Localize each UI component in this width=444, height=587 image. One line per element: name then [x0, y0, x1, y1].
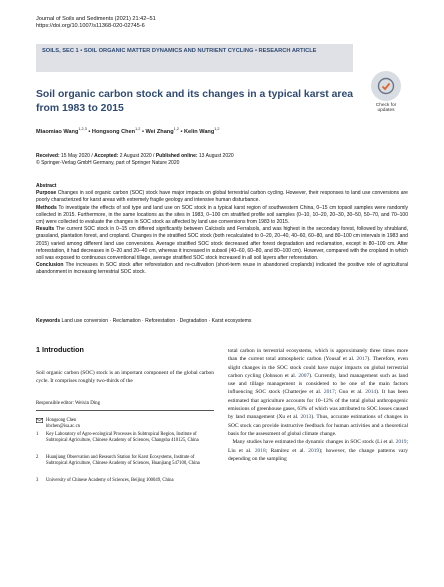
abstract-heading: Abstract: [36, 183, 57, 189]
affiliation-number: 2: [36, 455, 39, 460]
methods-text: To investigate the effects of soil type and land use on SOC stock in a typical karst region of southwestern China, 0–15 cm topsoil samples were randomly collected in 2015. Furthermore, in the same locations as the sites in 1983, 0–100 cm stratified profile soil samples (0–10, 10–20, 20–30, 30–50, 50–70, and 70–100 cm) were collected to evaluate the changes in SOC stock as affected by land use conversions from 1983 to 2015.: [36, 204, 409, 226]
methods-label: Methods: [36, 204, 57, 211]
published-date: 13 August 2020: [198, 153, 234, 159]
section-label: SOILS, SEC 1 • SOIL ORGANIC MATTER DYNAMICS AND NUTRIENT CYCLING • RESEARCH ARTICLE: [42, 48, 317, 54]
check-updates-label: Check for: [375, 103, 397, 108]
check-updates-label-2: updates: [377, 108, 395, 114]
citation-link[interactable]: 2019: [308, 447, 320, 454]
text: ; Liu et al.: [228, 439, 409, 454]
text: total carbon in terrestrial ecosystems, which is approximately three times more than the current total atmospheric carbon (Yousaf et al.: [228, 348, 408, 363]
author-affiliation: 1,2: [173, 127, 179, 131]
text: ). Currently, land management such as land use and tillage management is considered to be one of the main factors influencing SOC stock (Chatterjee et al.: [228, 372, 408, 396]
responsible-editor: Responsible editor: Weixin Ding: [36, 401, 101, 406]
received-date: 15 May 2020: [61, 153, 90, 159]
affiliation-text: Huanjiang Observation and Research Station for Karst Ecosystems, Institute of Subtropical Agriculture, Chinese Academy of Sciences, Huanjiang 547100, China: [46, 455, 200, 467]
affiliation: [36, 455, 214, 467]
copyright: © Springer-Verlag GmbH Germany, part of Springer Nature 2020: [36, 159, 180, 166]
section-heading: 1 Introduction: [36, 345, 84, 354]
intro-paragraph: Soil organic carbon (SOC) stock is an important component of the global carbon cycle. It comprises roughly two-thirds of the: [36, 370, 214, 385]
citation-link[interactable]: 2013: [300, 414, 312, 421]
article-title: Soil organic carbon stock and its changes in a typical karst area from 1983 to 2015: [36, 89, 354, 114]
purpose-label: Purpose: [36, 190, 57, 197]
author-affiliation: 1,2: [214, 127, 220, 131]
citation-link[interactable]: 2007: [298, 372, 310, 379]
keywords-label: Keywords: [36, 318, 61, 324]
affiliation-text: University of Chinese Academy of Sciences, Beijing 100049, China: [46, 478, 174, 483]
conclusion-text: The increases in SOC stock after reforestation and re-cultivation (short-term reuse in abandoned croplands) indicated the positive role of agricultural abandonment in increasing terrestrial SOC stock.: [36, 262, 408, 276]
citation-link[interactable]: 2019: [395, 439, 407, 446]
text: ); however, the change patterns vary depending on the sampling: [228, 447, 409, 462]
citation-link[interactable]: 2017: [356, 356, 368, 363]
affiliation-text: Key Laboratory of Agro-ecological Processes in Subtropical Region, Institute of Subtropical Agriculture, Chinese Academy of Sciences, Changsha 410125, China: [46, 432, 199, 444]
purpose-text: Changes in soil organic carbon (SOC) stock have major impacts on global terrestrial carbon cycling. However, their responses to land use conversions are poorly characterized for karst areas with extremely fragile geology and intensive human disturbance.: [36, 190, 408, 204]
accepted-date: 2 August 2020: [119, 153, 152, 159]
keywords: [36, 318, 408, 324]
author-name[interactable]: Miaomiao Wang: [36, 128, 79, 135]
text: ; Ramírez et al.: [265, 447, 309, 454]
footnote-divider: [36, 410, 214, 411]
conclusion-label: Conclusion: [36, 262, 64, 269]
affiliation-number: 3: [36, 478, 39, 483]
envelope-icon: [36, 418, 43, 426]
accepted-label: Accepted:: [94, 153, 119, 159]
corresponding-author: [36, 418, 214, 430]
abstract: [36, 183, 408, 277]
author-name[interactable]: Wei Zhang: [145, 128, 174, 135]
results-text: The current SOC stock in 0–15 cm differed significantly between Calcisols and Ferralsols, and was highest in the secondary forest, followed by shrubland, grassland, plantation forest, and cropland. Changes in the stratified SOC stock (both recalculated to 0–20, 20–40, 40–60, 60–80, and 80–100 cm intervals in 1983 and 2015) varied among different land use conversions. Average stratified SOC stock decreased after forest degradation and reclamation, except in 80–100 cm. After reforestation, it had decreases in 0–20 and 20–40 cm, whereas it increased in subsoil (40–60, 60–80, and 80–100 cm). However, compared with the cropland in which soil was exposed to continuous conventional tillage, average stratified SOC stock increased in all soil layers after reforestation.: [36, 226, 408, 262]
corresponding-author-name: Hongsong Chen: [46, 418, 77, 423]
author-name[interactable]: Hongsong Chen: [91, 128, 136, 135]
author-list: [36, 127, 220, 135]
text: ). Thus, accurate estimations of changes in SOC stock can provide instructive feedback for human activities and a theoretical basis for the assessment of global climate change.: [228, 414, 408, 437]
intro-paragraph: [228, 347, 408, 463]
text: Many studies have estimated the dynamic changes in SOC stock (Li et al.: [232, 439, 396, 446]
received-label: Received:: [36, 153, 60, 159]
journal-line: Journal of Soils and Sediments (2021) 21:42–51: [36, 16, 156, 22]
affiliation: [36, 478, 214, 484]
citation-link[interactable]: 2018: [254, 447, 266, 454]
citation-link[interactable]: 2017: [323, 389, 335, 396]
text: ). It has been estimated that agriculture accounts for 10–12% of the total global anthropogenic emissions of greenhouse gases, 63% of which was attributed to SOC losses caused by land management (Xu et al.: [228, 389, 408, 421]
doi-link[interactable]: https://doi.org/10.1007/s11368-020-02745-6: [36, 23, 145, 29]
journal-citation: [36, 16, 156, 30]
affiliation-number: 1: [36, 432, 39, 437]
author-separator: •: [140, 128, 146, 135]
author-separator: •: [178, 128, 185, 135]
author-separator: •: [86, 128, 92, 135]
affiliation: [36, 432, 214, 444]
text: ). Therefore, even slight changes in the SOC stock could have major impacts on global terrestrial carbon cycling (Johnson et al.: [228, 356, 408, 379]
email-link[interactable]: hbchen@isa.ac.cn: [46, 424, 80, 430]
keywords-text: Land use conversion · Reclamation · Reforestation · Degradation · Karst ecosystems: [61, 318, 252, 324]
text: ; Guo et al.: [334, 389, 366, 396]
results-label: Results: [36, 226, 55, 233]
author-name[interactable]: Kelin Wang: [184, 128, 215, 135]
author-affiliation: 1,2,3: [78, 127, 87, 131]
author-affiliation: 1,2: [135, 127, 141, 131]
received-info: Received: 15 May 2020 / Accepted: 2 August 2020 / Published online: 13 August 2020 © Springer-Verlag GmbH Germany, part of Springer Nature 2020: [36, 153, 234, 166]
published-label: Published online:: [155, 153, 198, 159]
citation-link[interactable]: 2014: [365, 389, 377, 396]
